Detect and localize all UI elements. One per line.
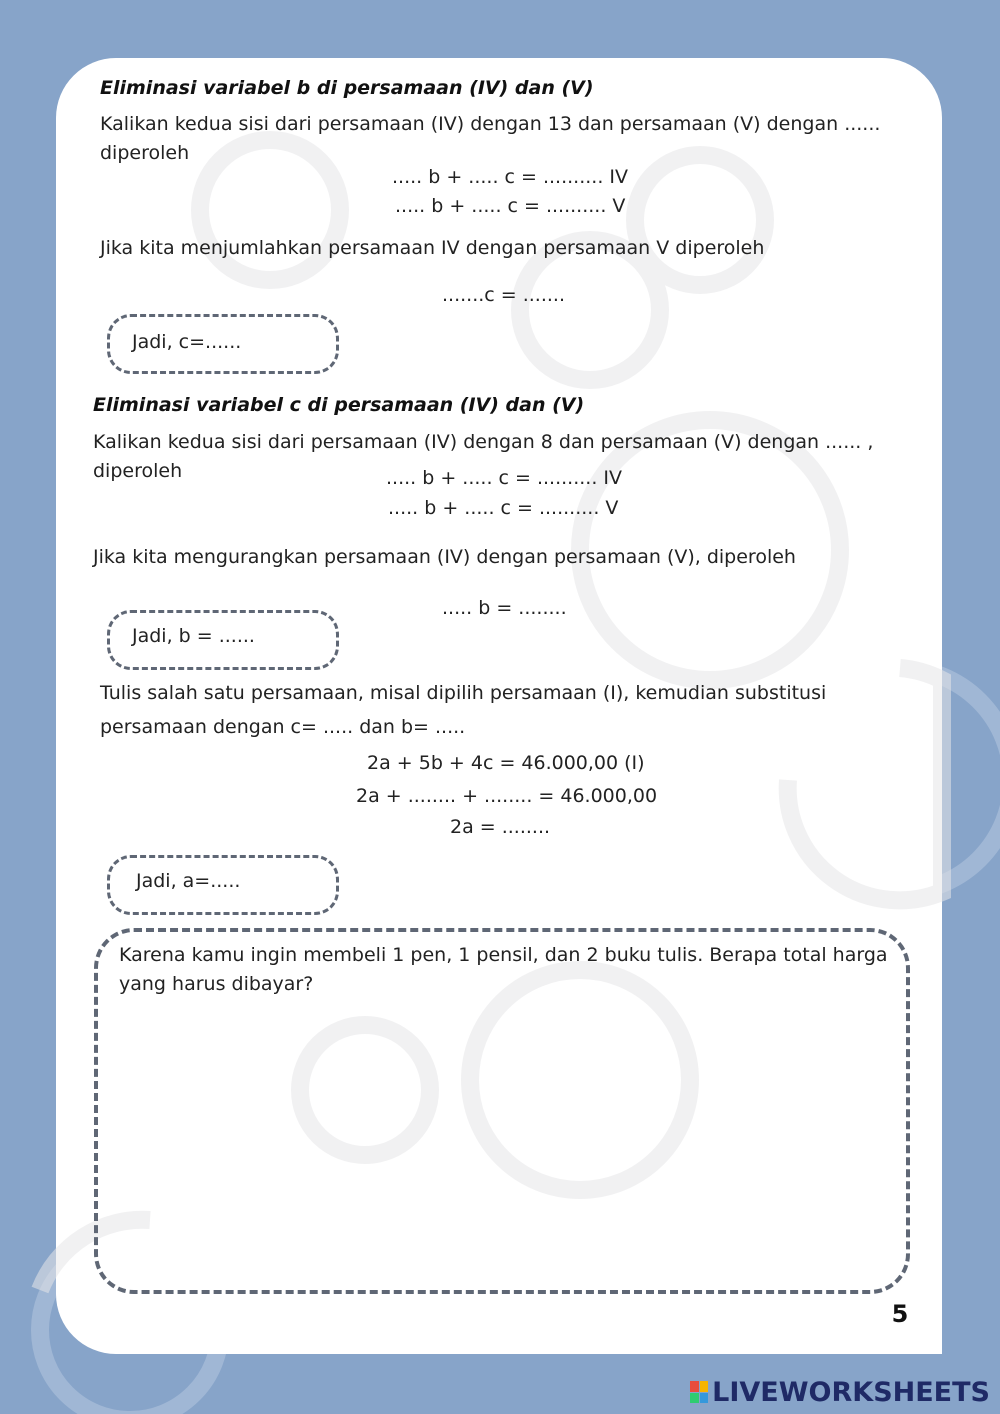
section3-instruction-line1: Tulis salah satu persamaan, misal dipilih persamaan (I), kemudian substitusi xyxy=(100,682,827,704)
section1-heading: Eliminasi variabel b di persamaan (IV) dan (V) xyxy=(100,77,594,99)
answer-box-c[interactable] xyxy=(107,314,339,374)
page-number: 5 xyxy=(891,1300,909,1328)
section3-equation-3: 2a = ........ xyxy=(450,816,551,838)
answer-box-a[interactable] xyxy=(107,855,339,915)
section1-sum-text: Jika kita menjumlahkan persamaan IV dengan persamaan V diperoleh xyxy=(100,237,765,259)
section1-result-equation: .......c = ....... xyxy=(442,284,565,306)
question-line2: yang harus dibayar? xyxy=(119,973,314,995)
section2-heading: Eliminasi variabel c di persamaan (IV) dan (V) xyxy=(93,394,585,416)
section3-instruction-line2: persamaan dengan c= ..... dan b= ..... xyxy=(100,716,466,738)
section2-subtract-text: Jika kita mengurangkan persamaan (IV) dengan persamaan (V), diperoleh xyxy=(93,546,796,568)
liveworksheets-logo xyxy=(690,1374,990,1410)
answer-box-b[interactable] xyxy=(107,610,339,670)
section1-instruction-line2: diperoleh xyxy=(100,142,190,164)
section1-equation-iv: ..... b + ..... c = .......... IV xyxy=(392,166,629,188)
answer-c-label: Jadi, c=...... xyxy=(132,331,242,353)
section3-equation-2: 2a + ........ + ........ = 46.000,00 xyxy=(356,785,658,807)
section1-equation-v: ..... b + ..... c = .......... V xyxy=(395,195,626,217)
liveworksheets-logo-text: LIVEWORKSHEETS xyxy=(712,1376,990,1408)
answer-a-label: Jadi, a=..... xyxy=(136,870,241,892)
section2-instruction-line1: Kalikan kedua sisi dari persamaan (IV) dengan 8 dan persamaan (V) dengan ...... , xyxy=(93,431,874,453)
section1-instruction-line1: Kalikan kedua sisi dari persamaan (IV) dengan 13 dan persamaan (V) dengan ...... xyxy=(100,113,881,135)
section3-equation-1: 2a + 5b + 4c = 46.000,00 (I) xyxy=(367,752,645,774)
section2-equation-v: ..... b + ..... c = .......... V xyxy=(388,497,619,519)
liveworksheets-logo-icon xyxy=(690,1381,708,1403)
question-line1: Karena kamu ingin membeli 1 pen, 1 pensil, dan 2 buku tulis. Berapa total harga xyxy=(119,944,888,966)
answer-b-label: Jadi, b = ...... xyxy=(132,625,255,647)
section2-instruction-line2: diperoleh xyxy=(93,460,183,482)
section2-equation-iv: ..... b + ..... c = .......... IV xyxy=(386,467,623,489)
section2-result-equation: ..... b = ........ xyxy=(442,597,567,619)
